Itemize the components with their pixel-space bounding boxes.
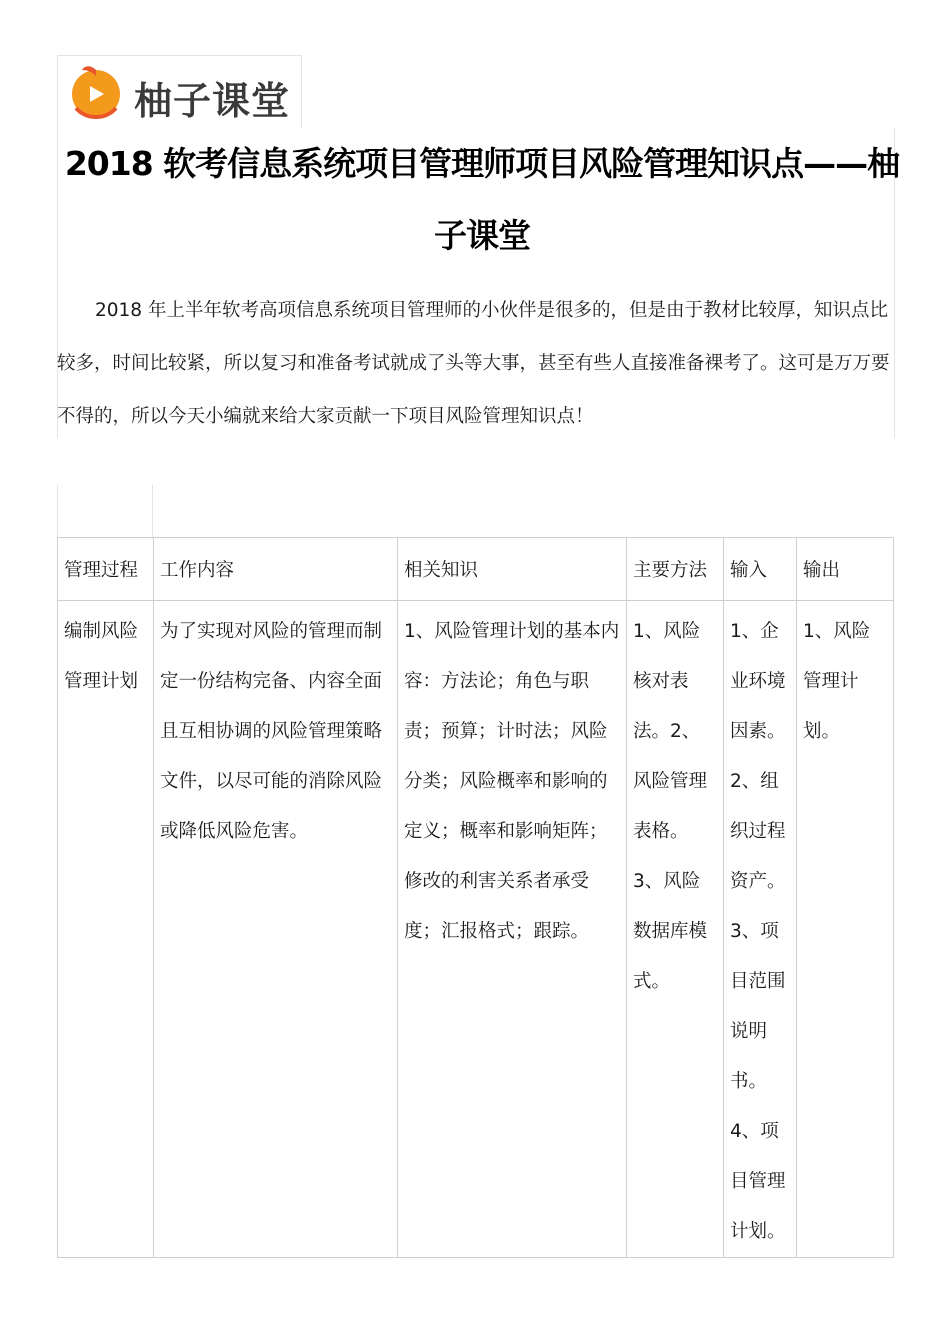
cell-work-text: 为了实现对风险的管理而制定一份结构完备、内容全面且互相协调的风险管理策略文件，以尽可能的消除风险或降低风险危害。 [160, 621, 383, 842]
cell-inputs [724, 601, 797, 1258]
intro-paragraph: 2018 年上半年软考高项信息系统项目管理师的小伙伴是很多的，但是由于教材比较厚，知识点比较多，时间比较紧，所以复习和准备考试就成了头等大事，甚至有些人直接准备裸考了。这可是万万要不得的，所以今天小编就来给大家贡献一下项目风险管理知识点！ [57, 300, 890, 427]
header-work: 工作内容 [154, 538, 398, 601]
cell-methods [627, 601, 724, 1258]
brand-logo [57, 55, 302, 128]
header-outputs: 输出 [797, 538, 894, 601]
header-inputs: 输入 [724, 538, 797, 601]
cell-knowledge [398, 601, 627, 1258]
cell-process [58, 601, 154, 1258]
yuzi-logo-icon [66, 62, 126, 122]
cell-knowledge-text: 1、风险管理计划的基本内容：方法论；角色与职责；预算；计时法；风险分类；风险概率和影响的定义；概率和影响矩阵；修改的利害关系者承受度；汇报格式；跟踪。 [404, 621, 620, 942]
cell-methods-text: 1、风险核对表法。2、风险管理表格。3、风险数据库模式。 [633, 621, 708, 992]
cell-inputs-text: 1、企业环境因素。2、组织过程资产。3、项目范围说明书。4、项目管理计划。 [730, 621, 786, 1242]
cell-work [154, 601, 398, 1258]
table-spacer-cell [57, 485, 153, 537]
cell-outputs-text: 1、风险管理计划。 [803, 621, 871, 742]
page-title: 2018 软考信息系统项目管理师项目风险管理知识点——柚子课堂 [64, 144, 900, 255]
table-header-row [58, 538, 894, 601]
header-methods: 主要方法 [627, 538, 724, 601]
brand-name: 柚子课堂 [134, 79, 291, 123]
header-knowledge: 相关知识 [398, 538, 627, 601]
risk-management-table [57, 537, 894, 1258]
cell-outputs [797, 601, 894, 1258]
table-row [58, 601, 894, 1258]
header-process: 管理过程 [58, 538, 154, 601]
cell-process-text: 编制风险管理计划 [64, 621, 139, 692]
